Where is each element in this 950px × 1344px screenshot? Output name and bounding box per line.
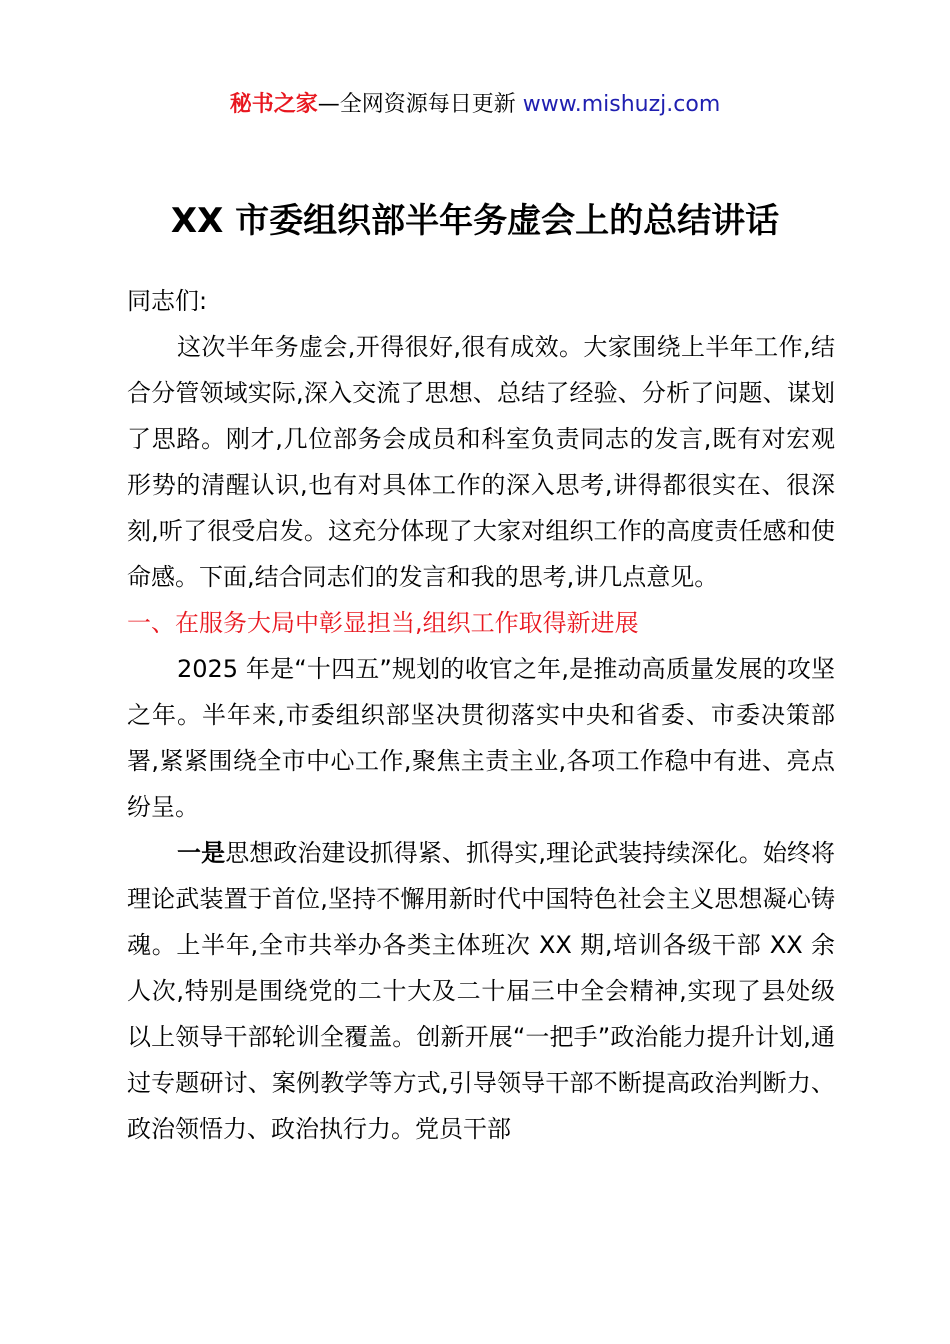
salutation: 同志们: xyxy=(127,287,208,315)
site-url-link[interactable]: www.mishuzj.com xyxy=(522,92,721,117)
point-1-text: 思想政治建设抓得紧、抓得实,理论武装持续深化。始终将理论武装置于首位,坚持不懈用新时代中国特色社会主义思想凝心铸魂。上半年,全市共举办各类主体班次 XX 期,培训各级干部 XX 余人次,特别是围绕党的二十大及二十届三中全会精神,实现了县处级以上领导干部轮训全覆盖。创新开展“一把手”政治能力提升计划,通过专题研讨、案例教学等方式,引导领导干部不断提高政治判断力、政治领悟力、政治执行力。党员干部 xyxy=(127,839,835,1143)
brand-name: 秘书之家 xyxy=(229,92,318,117)
document-title: XX 市委组织部半年务虚会上的总结讲话 xyxy=(170,201,780,241)
header-slogan: —全网资源每日更新 xyxy=(317,92,523,117)
intro-paragraph: 这次半年务虚会,开得很好,很有成效。大家围绕上半年工作,结合分管领域实际,深入交流了思想、总结了经验、分析了问题、谋划了思路。刚才,几位部务会成员和科室负责同志的发言,既有对宏观形势的清醒认识,也有对具体工作的深入思考,讲得都很实在、很深刻,听了很受启发。这充分体现了大家对组织工作的高度责任感和使命感。下面,结合同志们的发言和我的思考,讲几点意见。 xyxy=(127,333,835,591)
point-1-lead: 一是 xyxy=(177,839,226,867)
section-1-paragraph: 2025 年是“十四五”规划的收官之年,是推动高质量发展的攻坚之年。半年来,市委组织部坚决贯彻落实中央和省委、市委决策部署,紧紧围绕全市中心工作,聚焦主责主业,各项工作稳中有进、亮点纷呈。 xyxy=(127,655,835,821)
site-header xyxy=(0,88,950,122)
point-1-paragraph xyxy=(127,830,835,1152)
document-body xyxy=(127,278,835,1152)
section-heading-1: 一、在服务大局中彰显担当,组织工作取得新进展 xyxy=(127,609,639,637)
